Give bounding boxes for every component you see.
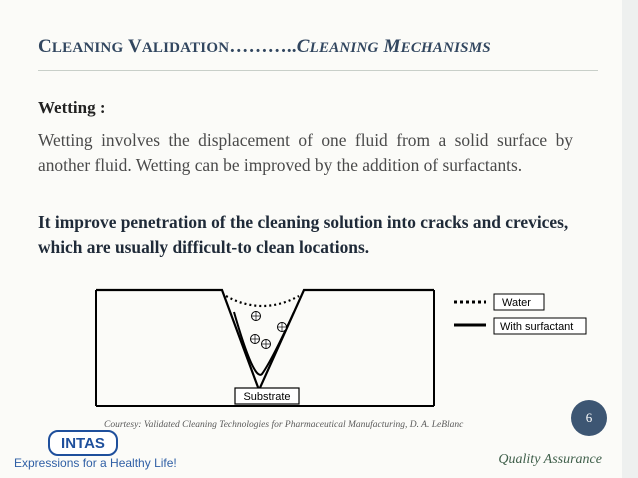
air-bubble-icon bbox=[251, 335, 260, 344]
title-divider bbox=[38, 70, 598, 71]
slide-side-strip bbox=[622, 0, 638, 478]
substrate-label: Substrate bbox=[243, 391, 291, 403]
air-bubble-icon bbox=[262, 340, 271, 349]
page-number-badge: 6 bbox=[571, 400, 607, 436]
legend-surfactant-label: With surfactant bbox=[500, 321, 574, 333]
section-heading: Wetting : bbox=[38, 98, 106, 117]
figure-courtesy: Courtesy: Validated Cleaning Technologies for Pharmaceutical Manufacturing, D. A. LeBlanc bbox=[104, 420, 464, 430]
intas-logo bbox=[48, 430, 118, 456]
company-tagline: Expressions for a Healthy Life! bbox=[14, 456, 177, 470]
svg-text:INTAS: INTAS bbox=[61, 435, 105, 452]
legend-water-label: Water bbox=[502, 297, 531, 309]
body-paragraph: Wetting involves the displacement of one fluid from a solid surface by another fluid. Wetting can be improved by the addition of surfactants. bbox=[38, 130, 573, 175]
slide-title: CLEANING VALIDATION………..CLEANING MECHANISMS bbox=[38, 36, 491, 57]
water-meniscus-line bbox=[226, 296, 299, 306]
department-label: Quality Assurance bbox=[498, 452, 602, 467]
wetting-crevice-figure bbox=[94, 282, 594, 412]
air-bubble-icon bbox=[278, 323, 287, 332]
air-bubble-icon bbox=[252, 312, 261, 321]
bold-paragraph: It improve penetration of the cleaning solution into cracks and crevices, which are usually difficult-to clean locations. bbox=[38, 212, 569, 257]
